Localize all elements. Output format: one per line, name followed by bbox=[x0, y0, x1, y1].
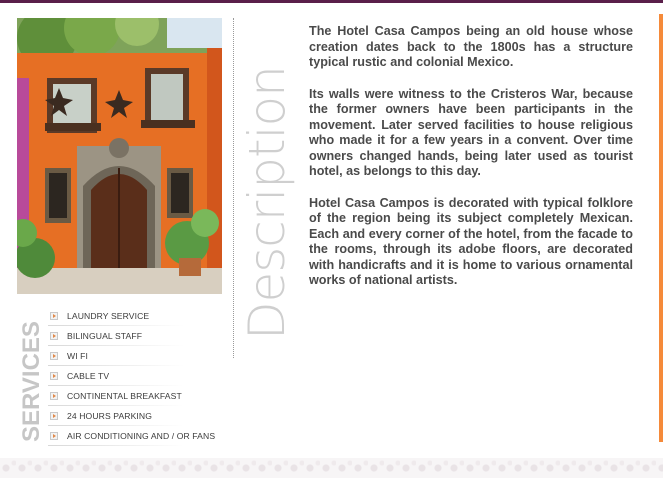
description-paragraph: The Hotel Casa Campos being an old house whose creation dates back to the 1800s has a structure typical rustic and colonial Mexico. bbox=[309, 24, 633, 69]
play-arrow-icon bbox=[50, 352, 58, 360]
play-arrow-icon bbox=[50, 412, 58, 420]
service-label: WI FI bbox=[67, 351, 89, 361]
dotted-separator bbox=[233, 18, 234, 358]
play-arrow-icon bbox=[50, 332, 58, 340]
service-label: LAUNDRY SERVICE bbox=[67, 311, 150, 321]
service-label: CONTINENTAL BREAKFAST bbox=[67, 391, 182, 401]
description-text bbox=[309, 24, 633, 305]
play-arrow-icon bbox=[50, 392, 58, 400]
service-item bbox=[48, 326, 228, 346]
service-label: BILINGUAL STAFF bbox=[67, 331, 143, 341]
play-arrow-icon bbox=[50, 432, 58, 440]
service-label: AIR CONDITIONING AND / OR FANS bbox=[67, 431, 216, 441]
service-item bbox=[48, 386, 228, 406]
play-arrow-icon bbox=[50, 312, 58, 320]
decorative-footer-band bbox=[0, 458, 663, 478]
service-item bbox=[48, 306, 228, 326]
description-paragraph: Hotel Casa Campos is decorated with typical folklore of the region being its subject completely Mexican. Each and every corner of the hotel, from the facade to the rooms, through its adobe floors, are decorated with handicrafts and it is home to various ornamental works of national artists. bbox=[309, 195, 633, 287]
right-accent-bar bbox=[659, 14, 663, 442]
service-label: 24 HOURS PARKING bbox=[67, 411, 153, 421]
service-item bbox=[48, 426, 228, 446]
services-list bbox=[48, 306, 228, 446]
services-title: SERVICES bbox=[18, 321, 45, 442]
description-title: Description bbox=[238, 66, 296, 340]
top-border bbox=[0, 0, 663, 3]
service-label: CABLE TV bbox=[67, 371, 110, 381]
service-item bbox=[48, 406, 228, 426]
hotel-facade-photo bbox=[17, 18, 222, 294]
service-item bbox=[48, 346, 228, 366]
play-arrow-icon bbox=[50, 372, 58, 380]
service-item bbox=[48, 366, 228, 386]
description-paragraph: Its walls were witness to the Cristeros War, because the former owners have been participants in the movement. Later served facilities to house religious who made it for a few years in a convent. Over time owners changed hands, being later used as tourist hotel, as belongs to this day. bbox=[309, 86, 633, 178]
